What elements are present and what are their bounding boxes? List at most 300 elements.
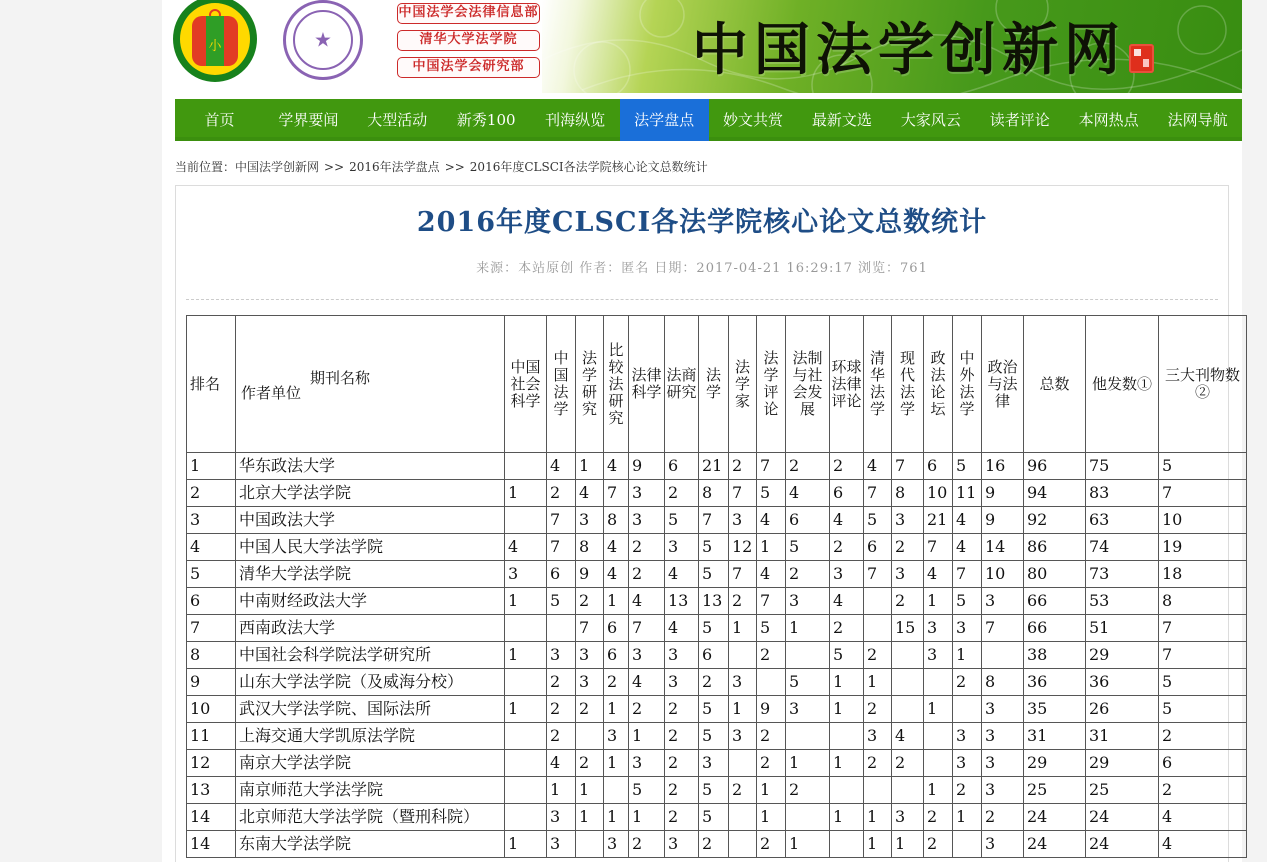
page-title: 2016年度CLSCI各法学院核心论文总数统计 — [416, 207, 988, 238]
institution-cell: 中南财经政法大学 — [236, 588, 505, 615]
count-cell: 6 — [864, 534, 892, 561]
other-count-cell: 24 — [1086, 831, 1159, 858]
count-cell — [892, 642, 924, 669]
count-cell — [892, 696, 924, 723]
total-cell: 25 — [1024, 777, 1086, 804]
count-cell: 1 — [505, 696, 547, 723]
breadcrumb-separator: >> — [444, 160, 465, 174]
big3-count-cell: 5 — [1159, 696, 1247, 723]
count-cell: 2 — [604, 669, 629, 696]
nav-item-3[interactable]: 新秀100 — [456, 111, 516, 129]
count-cell: 1 — [830, 750, 864, 777]
count-cell: 3 — [982, 723, 1024, 750]
red-seal-icon — [1129, 44, 1154, 73]
count-cell: 3 — [665, 831, 699, 858]
nav-item-6[interactable]: 妙文共赏 — [722, 111, 783, 129]
count-cell: 3 — [576, 642, 604, 669]
table-row — [187, 804, 1247, 831]
count-cell: 2 — [629, 561, 665, 588]
count-cell: 3 — [953, 615, 982, 642]
table-row — [187, 723, 1247, 750]
big3-count-cell: 4 — [1159, 831, 1247, 858]
col-header-journal-2: 法学研究 — [576, 316, 604, 453]
count-cell — [505, 723, 547, 750]
big3-count-cell: 8 — [1159, 588, 1247, 615]
institution-cell: 华东政法大学 — [236, 453, 505, 480]
count-cell: 2 — [830, 453, 864, 480]
col-header-journal-8: 法学评论 — [757, 316, 786, 453]
count-cell: 2 — [665, 750, 699, 777]
count-cell — [547, 615, 576, 642]
total-cell: 36 — [1024, 669, 1086, 696]
count-cell: 2 — [665, 480, 699, 507]
corner-author-label: 作者单位 — [241, 384, 302, 402]
other-count-cell: 36 — [1086, 669, 1159, 696]
total-cell: 66 — [1024, 588, 1086, 615]
count-cell: 3 — [953, 723, 982, 750]
count-cell: 7 — [576, 615, 604, 642]
count-cell: 4 — [665, 615, 699, 642]
count-cell: 9 — [576, 561, 604, 588]
table-row — [187, 534, 1247, 561]
count-cell: 3 — [864, 723, 892, 750]
count-cell — [786, 804, 830, 831]
count-cell: 5 — [786, 534, 830, 561]
count-cell: 8 — [604, 507, 629, 534]
count-cell: 2 — [864, 642, 892, 669]
table-header-row — [187, 316, 1247, 453]
count-cell: 7 — [924, 534, 953, 561]
count-cell: 7 — [953, 561, 982, 588]
total-cell: 24 — [1024, 831, 1086, 858]
count-cell: 3 — [982, 750, 1024, 777]
table-row — [187, 642, 1247, 669]
other-count-cell: 26 — [1086, 696, 1159, 723]
count-cell: 3 — [982, 777, 1024, 804]
count-cell: 7 — [729, 480, 757, 507]
rank-cell: 14 — [187, 831, 236, 858]
count-cell: 5 — [547, 588, 576, 615]
count-cell: 1 — [953, 804, 982, 831]
count-cell: 6 — [665, 453, 699, 480]
count-cell: 4 — [604, 453, 629, 480]
count-cell — [505, 615, 547, 642]
count-cell: 3 — [924, 642, 953, 669]
count-cell: 5 — [757, 480, 786, 507]
count-cell: 2 — [547, 696, 576, 723]
count-cell: 2 — [786, 561, 830, 588]
count-cell: 5 — [699, 777, 729, 804]
col-header-journal-12: 现代法学 — [892, 316, 924, 453]
count-cell: 2 — [830, 615, 864, 642]
count-cell: 3 — [629, 642, 665, 669]
count-cell: 1 — [786, 831, 830, 858]
count-cell: 9 — [982, 480, 1024, 507]
site-header — [162, 0, 1242, 93]
other-count-cell: 31 — [1086, 723, 1159, 750]
other-count-cell: 53 — [1086, 588, 1159, 615]
count-cell: 4 — [830, 507, 864, 534]
rank-cell: 14 — [187, 804, 236, 831]
col-header-corner — [236, 316, 505, 453]
institution-cell: 武汉大学法学院、国际法所 — [236, 696, 505, 723]
count-cell: 2 — [576, 588, 604, 615]
breadcrumb-link-1[interactable]: 2016年法学盘点 — [349, 160, 440, 174]
count-cell: 13 — [665, 588, 699, 615]
count-cell: 3 — [729, 669, 757, 696]
rank-cell: 11 — [187, 723, 236, 750]
count-cell: 2 — [547, 723, 576, 750]
count-cell: 2 — [757, 831, 786, 858]
count-cell: 1 — [505, 588, 547, 615]
count-cell — [924, 669, 953, 696]
count-cell: 4 — [757, 561, 786, 588]
rank-cell: 10 — [187, 696, 236, 723]
count-cell: 5 — [830, 642, 864, 669]
count-cell: 2 — [830, 534, 864, 561]
count-cell: 14 — [982, 534, 1024, 561]
count-cell: 5 — [699, 804, 729, 831]
count-cell — [924, 723, 953, 750]
count-cell: 6 — [604, 642, 629, 669]
count-cell: 2 — [757, 750, 786, 777]
count-cell: 6 — [830, 480, 864, 507]
rank-cell: 9 — [187, 669, 236, 696]
breadcrumb-link-2[interactable]: 2016年度CLSCI各法学院核心论文总数统计 — [469, 160, 708, 174]
china-law-society-logo-icon — [173, 0, 257, 82]
count-cell — [830, 777, 864, 804]
count-cell — [757, 669, 786, 696]
count-cell: 3 — [924, 615, 953, 642]
count-cell: 3 — [665, 534, 699, 561]
count-cell: 4 — [924, 561, 953, 588]
count-cell: 4 — [604, 534, 629, 561]
nav-item-1[interactable]: 学界要闻 — [278, 111, 339, 129]
count-cell — [505, 750, 547, 777]
col-header-journal-10: 环球法律评论 — [830, 316, 864, 453]
nav-item-0[interactable]: 首页 — [204, 111, 235, 129]
count-cell: 3 — [786, 588, 830, 615]
count-cell: 1 — [924, 777, 953, 804]
count-cell: 7 — [629, 615, 665, 642]
count-cell: 1 — [604, 588, 629, 615]
institution-cell: 东南大学法学院 — [236, 831, 505, 858]
count-cell: 2 — [729, 588, 757, 615]
count-cell: 2 — [924, 831, 953, 858]
count-cell: 1 — [576, 804, 604, 831]
col-header-journal-7: 法学家 — [729, 316, 757, 453]
count-cell — [953, 696, 982, 723]
count-cell: 1 — [864, 804, 892, 831]
count-cell: 4 — [892, 723, 924, 750]
count-cell: 1 — [830, 696, 864, 723]
count-cell: 1 — [924, 588, 953, 615]
count-cell: 10 — [924, 480, 953, 507]
count-cell: 7 — [982, 615, 1024, 642]
count-cell: 5 — [786, 669, 830, 696]
count-cell: 2 — [547, 669, 576, 696]
nav-item-7[interactable]: 最新文选 — [811, 111, 872, 129]
count-cell: 1 — [629, 804, 665, 831]
stats-table — [186, 315, 1247, 858]
count-cell — [830, 831, 864, 858]
count-cell: 7 — [757, 588, 786, 615]
total-cell: 31 — [1024, 723, 1086, 750]
breadcrumb-link-0[interactable]: 中国法学创新网 — [235, 160, 320, 174]
count-cell: 21 — [924, 507, 953, 534]
count-cell: 6 — [699, 642, 729, 669]
count-cell: 3 — [665, 642, 699, 669]
count-cell: 2 — [953, 669, 982, 696]
total-cell: 29 — [1024, 750, 1086, 777]
site-banner — [542, 0, 1242, 93]
col-header-rank: 排名 — [187, 316, 236, 453]
count-cell: 1 — [576, 453, 604, 480]
count-cell: 2 — [757, 642, 786, 669]
count-cell: 3 — [604, 723, 629, 750]
other-count-cell: 25 — [1086, 777, 1159, 804]
count-cell: 4 — [953, 507, 982, 534]
count-cell: 9 — [757, 696, 786, 723]
count-cell: 5 — [699, 534, 729, 561]
count-cell: 2 — [892, 588, 924, 615]
count-cell: 3 — [665, 669, 699, 696]
count-cell: 1 — [729, 615, 757, 642]
header-badge-1: 清华大学法学院 — [397, 30, 540, 51]
col-header-journal-9: 法制与社会发展 — [786, 316, 830, 453]
count-cell: 2 — [892, 534, 924, 561]
rank-cell: 6 — [187, 588, 236, 615]
count-cell — [786, 642, 830, 669]
tsinghua-university-logo-icon — [283, 0, 363, 80]
count-cell: 3 — [547, 804, 576, 831]
count-cell: 1 — [604, 696, 629, 723]
rank-cell: 2 — [187, 480, 236, 507]
count-cell: 3 — [892, 561, 924, 588]
count-cell: 1 — [757, 534, 786, 561]
nav-item-9[interactable]: 读者评论 — [989, 111, 1050, 129]
count-cell: 5 — [699, 615, 729, 642]
table-row — [187, 696, 1247, 723]
count-cell: 2 — [786, 777, 830, 804]
table-row — [187, 777, 1247, 804]
count-cell: 3 — [892, 507, 924, 534]
col-header-summary-2: 三大刊物数② — [1159, 316, 1247, 453]
count-cell: 2 — [547, 480, 576, 507]
count-cell — [576, 723, 604, 750]
count-cell: 21 — [699, 453, 729, 480]
rank-cell: 1 — [187, 453, 236, 480]
col-header-journal-5: 法商研究 — [665, 316, 699, 453]
count-cell: 2 — [786, 453, 830, 480]
count-cell: 4 — [665, 561, 699, 588]
nav-item-4[interactable]: 刊海纵览 — [545, 111, 606, 129]
institution-cell: 中国人民大学法学院 — [236, 534, 505, 561]
other-count-cell: 63 — [1086, 507, 1159, 534]
count-cell — [924, 750, 953, 777]
count-cell: 2 — [953, 777, 982, 804]
count-cell: 3 — [699, 750, 729, 777]
total-cell: 80 — [1024, 561, 1086, 588]
count-cell: 3 — [547, 831, 576, 858]
col-header-journal-4: 法律科学 — [629, 316, 665, 453]
count-cell: 4 — [786, 480, 830, 507]
other-count-cell: 74 — [1086, 534, 1159, 561]
count-cell: 8 — [576, 534, 604, 561]
count-cell: 2 — [982, 804, 1024, 831]
col-header-journal-14: 中外法学 — [953, 316, 982, 453]
table-row — [187, 507, 1247, 534]
institution-cell: 北京师范大学法学院（暨刑科院） — [236, 804, 505, 831]
col-header-journal-13: 政法论坛 — [924, 316, 953, 453]
count-cell: 3 — [982, 588, 1024, 615]
other-count-cell: 24 — [1086, 804, 1159, 831]
total-cell: 38 — [1024, 642, 1086, 669]
count-cell: 1 — [924, 696, 953, 723]
institution-cell: 南京师范大学法学院 — [236, 777, 505, 804]
col-header-journal-1: 中国法学 — [547, 316, 576, 453]
count-cell: 1 — [892, 831, 924, 858]
col-header-journal-0: 中国社会科学 — [505, 316, 547, 453]
page-container — [162, 0, 1242, 862]
nav-item-2[interactable]: 大型活动 — [367, 111, 428, 129]
count-cell — [505, 453, 547, 480]
count-cell: 4 — [547, 453, 576, 480]
rank-cell: 3 — [187, 507, 236, 534]
col-header-summary-0: 总数 — [1024, 316, 1086, 453]
count-cell: 4 — [576, 480, 604, 507]
header-badge-2: 中国法学会研究部 — [397, 57, 540, 78]
breadcrumb — [175, 158, 1242, 175]
count-cell: 5 — [953, 453, 982, 480]
site-title-calligraphy: 中国法学创新网 — [692, 17, 1126, 83]
count-cell — [786, 723, 830, 750]
count-cell — [953, 831, 982, 858]
count-cell: 3 — [892, 804, 924, 831]
total-cell: 92 — [1024, 507, 1086, 534]
count-cell: 5 — [864, 507, 892, 534]
count-cell: 3 — [786, 696, 830, 723]
count-cell: 9 — [982, 507, 1024, 534]
count-cell — [864, 615, 892, 642]
count-cell — [729, 804, 757, 831]
total-cell: 24 — [1024, 804, 1086, 831]
count-cell — [982, 642, 1024, 669]
count-cell — [729, 642, 757, 669]
count-cell: 12 — [729, 534, 757, 561]
count-cell — [505, 804, 547, 831]
count-cell: 2 — [699, 669, 729, 696]
institution-cell: 上海交通大学凯原法学院 — [236, 723, 505, 750]
col-header-journal-11: 清华法学 — [864, 316, 892, 453]
count-cell: 1 — [830, 669, 864, 696]
other-count-cell: 75 — [1086, 453, 1159, 480]
count-cell: 2 — [757, 723, 786, 750]
count-cell: 5 — [665, 507, 699, 534]
count-cell: 3 — [576, 507, 604, 534]
table-row — [187, 561, 1247, 588]
count-cell: 1 — [505, 480, 547, 507]
count-cell: 3 — [576, 669, 604, 696]
count-cell: 4 — [757, 507, 786, 534]
count-cell — [729, 831, 757, 858]
big3-count-cell: 5 — [1159, 669, 1247, 696]
institution-cell: 中国社会科学院法学研究所 — [236, 642, 505, 669]
rank-cell: 4 — [187, 534, 236, 561]
big3-count-cell: 7 — [1159, 615, 1247, 642]
big3-count-cell: 5 — [1159, 453, 1247, 480]
nav-item-10[interactable]: 本网热点 — [1078, 111, 1139, 129]
count-cell: 3 — [629, 507, 665, 534]
count-cell: 1 — [729, 696, 757, 723]
article-meta: 来源：本站原创 作者：匿名 日期：2017-04-21 16:29:17 浏览：761 — [476, 261, 928, 276]
count-cell: 2 — [699, 831, 729, 858]
article-box — [175, 185, 1240, 862]
total-cell: 66 — [1024, 615, 1086, 642]
table-row — [187, 750, 1247, 777]
count-cell: 3 — [729, 723, 757, 750]
institution-cell: 西南政法大学 — [236, 615, 505, 642]
count-cell: 1 — [629, 723, 665, 750]
count-cell: 7 — [864, 480, 892, 507]
count-cell: 2 — [665, 723, 699, 750]
count-cell — [892, 669, 924, 696]
rank-cell: 13 — [187, 777, 236, 804]
col-header-summary-1: 他发数① — [1086, 316, 1159, 453]
institution-cell: 中国政法大学 — [236, 507, 505, 534]
count-cell: 7 — [699, 507, 729, 534]
big3-count-cell: 7 — [1159, 480, 1247, 507]
rank-cell: 8 — [187, 642, 236, 669]
count-cell: 7 — [729, 561, 757, 588]
count-cell: 1 — [576, 777, 604, 804]
count-cell: 5 — [629, 777, 665, 804]
other-count-cell: 29 — [1086, 642, 1159, 669]
count-cell: 7 — [547, 507, 576, 534]
total-cell: 86 — [1024, 534, 1086, 561]
table-row — [187, 615, 1247, 642]
count-cell: 13 — [699, 588, 729, 615]
breadcrumb-prefix: 当前位置： — [175, 160, 236, 174]
count-cell: 7 — [864, 561, 892, 588]
big3-count-cell: 2 — [1159, 723, 1247, 750]
count-cell: 4 — [629, 669, 665, 696]
count-cell: 1 — [786, 615, 830, 642]
institution-cell: 山东大学法学院（及威海分校） — [236, 669, 505, 696]
big3-count-cell: 4 — [1159, 804, 1247, 831]
count-cell — [864, 777, 892, 804]
count-cell — [576, 831, 604, 858]
count-cell: 1 — [864, 669, 892, 696]
count-cell: 2 — [665, 696, 699, 723]
dashed-divider — [186, 299, 1218, 300]
count-cell — [830, 723, 864, 750]
count-cell: 2 — [576, 696, 604, 723]
rank-cell: 12 — [187, 750, 236, 777]
total-cell: 96 — [1024, 453, 1086, 480]
nav-item-5[interactable]: 法学盘点 — [620, 99, 709, 141]
count-cell: 4 — [953, 534, 982, 561]
nav-item-8[interactable]: 大家风云 — [900, 111, 961, 129]
header-badge-0: 中国法学会法律信息部 — [397, 3, 540, 24]
institution-cell: 清华大学法学院 — [236, 561, 505, 588]
count-cell — [604, 777, 629, 804]
count-cell: 8 — [982, 669, 1024, 696]
nav-item-11[interactable]: 法网导航 — [1167, 111, 1228, 129]
big3-count-cell: 19 — [1159, 534, 1247, 561]
other-count-cell: 29 — [1086, 750, 1159, 777]
count-cell: 4 — [830, 588, 864, 615]
